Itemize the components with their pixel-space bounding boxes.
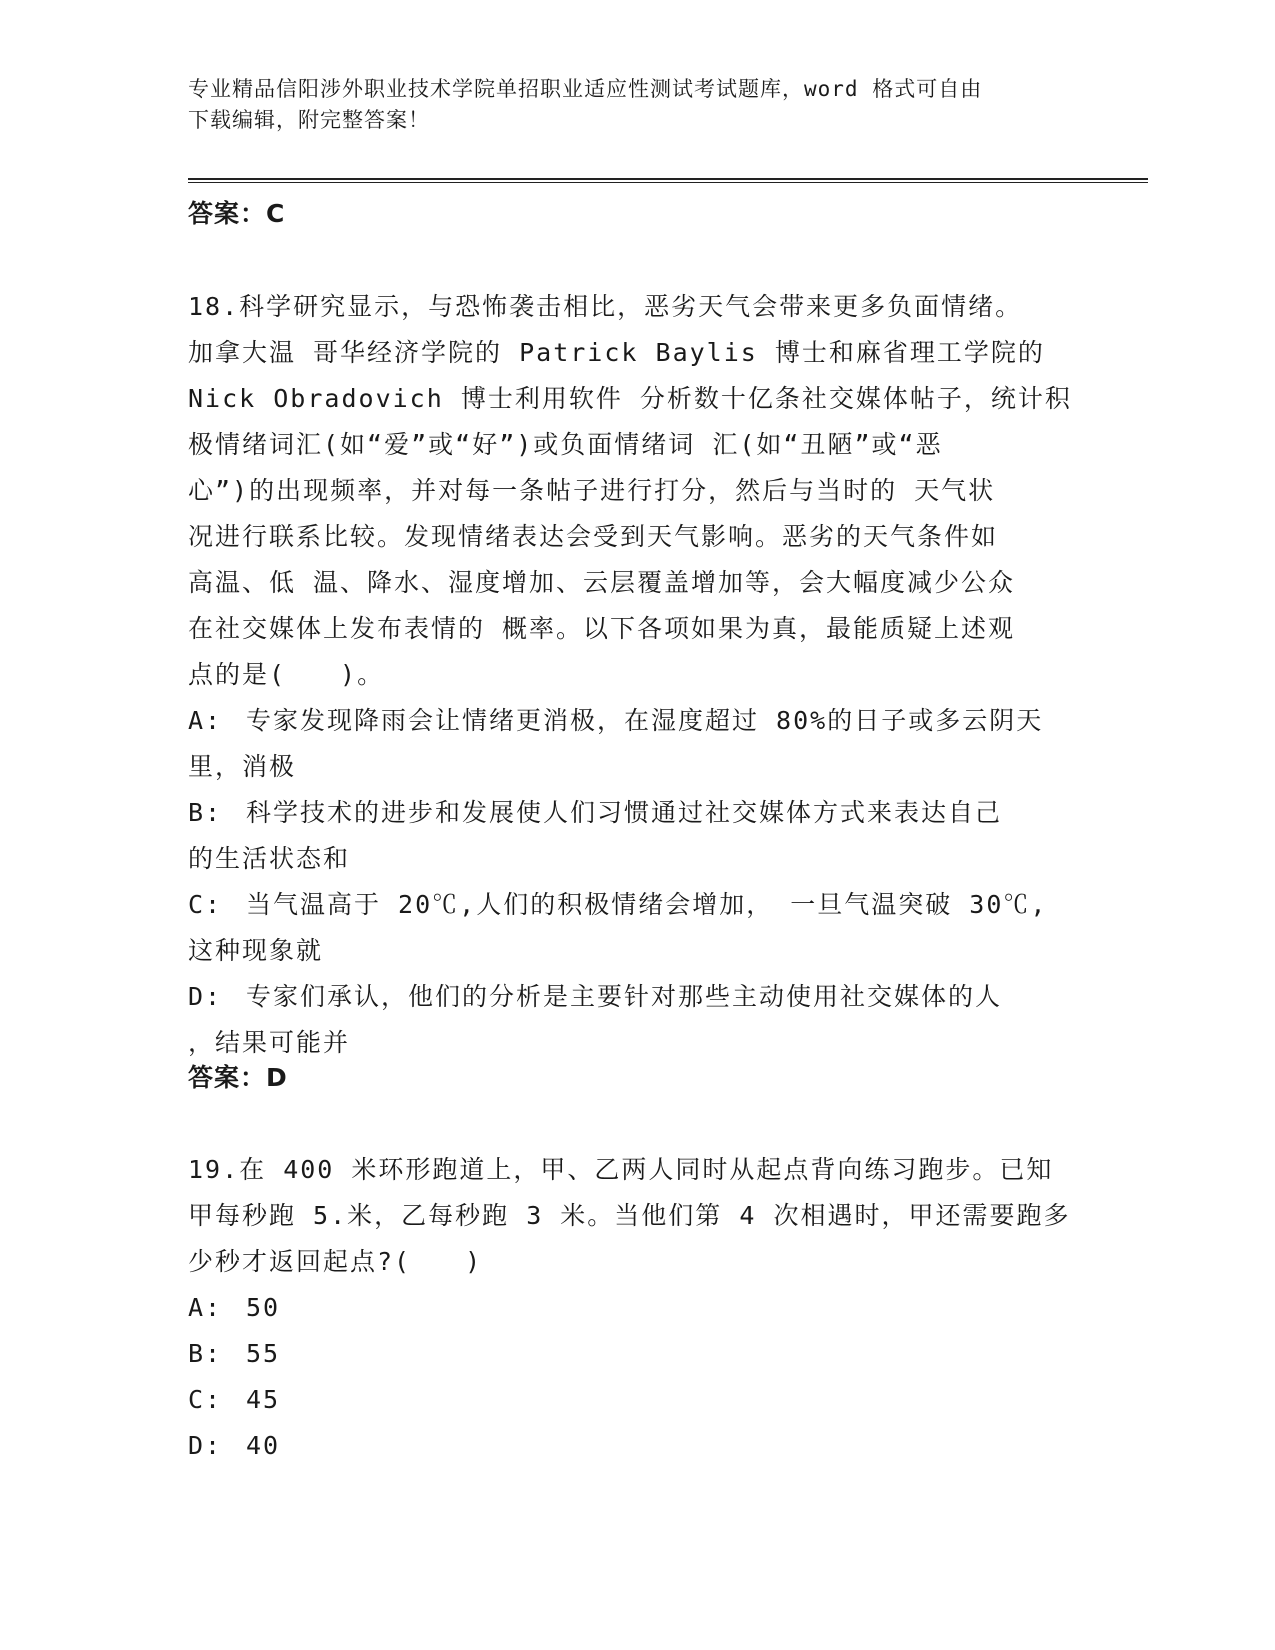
question-18-options — [188, 698, 1078, 1066]
option-letter: A: — [188, 706, 223, 735]
question-text-line: Nick Obradovich 博士利用软件 分析数十亿条社交媒体帖子，统计积 — [188, 384, 1072, 413]
question-text-line: 极情绪词汇(如“爱”或“好”)或负面情绪词 汇(如“丑陋”或“恶 — [188, 430, 943, 459]
option-c-continuation: 这种现象就 — [188, 936, 324, 965]
option-letter: D: — [188, 1431, 223, 1460]
option-c — [188, 1377, 1078, 1423]
question-text-line: 少秒才返回起点?( ) — [188, 1247, 483, 1276]
option-d — [188, 974, 1078, 1020]
header-line: 专业精品信阳涉外职业技术学院单招职业适应性测试考试题库，word 格式可自由 — [188, 77, 983, 101]
option-text: 专家发现降雨会让情绪更消极，在湿度超过 80%的日子或多云阴天 — [246, 706, 1044, 735]
question-19-options — [188, 1285, 1078, 1469]
option-c — [188, 882, 1078, 928]
question-19 — [188, 1147, 1078, 1285]
question-text-line: 19.在 400 米环形跑道上，甲、乙两人同时从起点背向练习跑步。已知 — [188, 1155, 1054, 1184]
option-letter: C: — [188, 890, 223, 919]
option-b — [188, 1331, 1078, 1377]
option-letter: C: — [188, 1385, 223, 1414]
option-text: 40 — [246, 1431, 281, 1460]
header-line: 下载编辑，附完整答案！ — [188, 108, 430, 132]
option-a-continuation: 里，消极 — [188, 752, 297, 781]
option-b-continuation: 的生活状态和 — [188, 844, 351, 873]
question-text-line: 甲每秒跑 5.米，乙每秒跑 3 米。当他们第 4 次相遇时，甲还需要跑多 — [188, 1201, 1071, 1230]
option-a — [188, 1285, 1078, 1331]
option-letter: D: — [188, 982, 223, 1011]
option-text: 专家们承认，他们的分析是主要针对那些主动使用社交媒体的人 — [246, 982, 1003, 1011]
option-letter: B: — [188, 1339, 223, 1368]
answer-label: 答案：C — [188, 199, 286, 228]
answer-label: 答案：D — [188, 1063, 288, 1092]
header-divider — [188, 178, 1148, 180]
page-header — [188, 74, 1088, 136]
option-text: 55 — [246, 1339, 281, 1368]
question-text-line: 况进行联系比较。发现情绪表达会受到天气影响。恶劣的天气条件如 — [188, 522, 999, 551]
option-text: 当气温高于 20℃,人们的积极情绪会增加， 一旦气温突破 30℃, — [246, 890, 1048, 919]
option-text: 科学技术的进步和发展使人们习惯通过社交媒体方式来表达自己 — [246, 798, 1003, 827]
question-text-line: 加拿大温 哥华经济学院的 Patrick Baylis 博士和麻省理工学院的 — [188, 338, 1045, 367]
option-a — [188, 698, 1078, 744]
option-text: 45 — [246, 1385, 281, 1414]
option-letter: B: — [188, 798, 223, 827]
question-text-line: 在社交媒体上发布表情的 概率。以下各项如果为真，最能质疑上述观 — [188, 614, 1016, 643]
question-text-line: 18.科学研究显示，与恐怖袭击相比，恶劣天气会带来更多负面情绪。 — [188, 292, 1023, 321]
question-text-line: 心”)的出现频率，并对每一条帖子进行打分，然后与当时的 天气状 — [188, 476, 996, 505]
option-b — [188, 790, 1078, 836]
question-text-line: 点的是( )。 — [188, 660, 385, 689]
option-d — [188, 1423, 1078, 1469]
question-18 — [188, 284, 1078, 698]
option-letter: A: — [188, 1293, 223, 1322]
option-text: 50 — [246, 1293, 281, 1322]
header-divider-thin — [188, 182, 1148, 183]
question-text-line: 高温、低 温、降水、湿度增加、云层覆盖增加等，会大幅度减少公众 — [188, 568, 1016, 597]
option-d-continuation: ，结果可能并 — [188, 1028, 351, 1057]
